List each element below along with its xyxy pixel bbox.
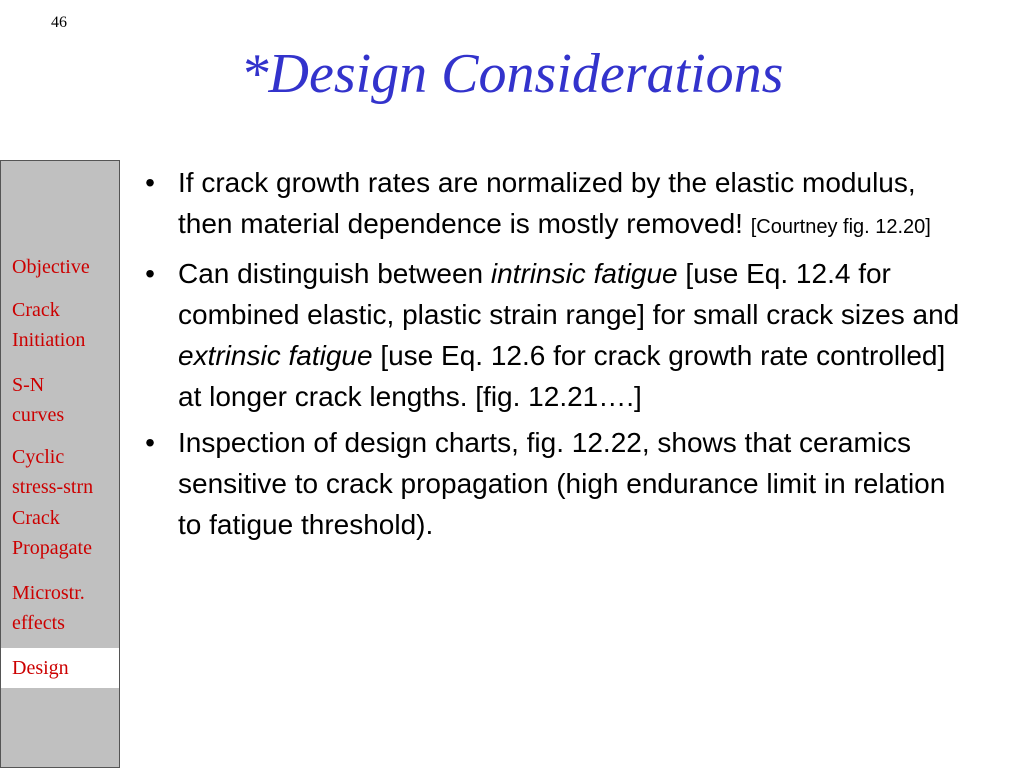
nav-item-label: S-N: [12, 374, 45, 396]
nav-item-label: Crack: [12, 507, 60, 529]
nav-item-cyclic-stress-strn[interactable]: [12, 442, 93, 502]
bullet-item: [140, 422, 970, 545]
bullet-icon: •: [145, 427, 155, 458]
side-nav: [0, 160, 120, 768]
nav-item-objective[interactable]: [12, 252, 90, 282]
nav-item-design-active[interactable]: [1, 648, 119, 688]
nav-item-label: effects: [12, 612, 65, 634]
bullet-text: Inspection of design charts, fig. 12.22, shows that ceramics sensitive to crack propagation (high endurance limit in relation to fatigue threshold).: [178, 427, 946, 540]
bullet-icon: •: [145, 167, 155, 198]
bullet-item: [140, 162, 970, 248]
bullet-emphasis: intrinsic fatigue: [490, 258, 678, 289]
nav-item-crack-propagate[interactable]: [12, 503, 92, 563]
bullet-reference: [Courtney fig. 12.20]: [750, 216, 931, 238]
bullet-text: Can distinguish between: [178, 258, 491, 289]
nav-item-label: Propagate: [12, 537, 92, 559]
nav-item-microstr-effects[interactable]: [12, 578, 85, 638]
bullet-icon: •: [145, 258, 155, 289]
nav-item-label: curves: [12, 404, 65, 426]
nav-item-label: stress-strn: [12, 476, 94, 498]
nav-item-label: Microstr.: [12, 582, 85, 604]
nav-item-sn-curves[interactable]: [12, 370, 64, 430]
nav-item-label: Initiation: [12, 329, 86, 351]
bullet-list: [140, 162, 970, 550]
nav-item-label: Design: [12, 657, 69, 679]
slide-number: 46: [51, 14, 67, 31]
bullet-emphasis: extrinsic fatigue: [178, 340, 373, 371]
bullet-text: If crack growth rates are normalized by the elastic modulus, then material dependence is mostly removed!: [178, 167, 916, 239]
slide-title: *Design Considerations: [240, 43, 784, 105]
nav-item-label: Objective: [12, 256, 90, 278]
nav-item-label: Cyclic: [12, 446, 65, 468]
bullet-text: [use Eq. 12.4 for combined elastic, plastic strain range] for small crack sizes and: [178, 258, 960, 330]
bullet-text: [use Eq. 12.6 for crack growth rate controlled] at longer crack lengths. [fig. 12.21….]: [178, 340, 946, 412]
nav-item-crack-initiation[interactable]: [12, 295, 85, 355]
bullet-item: [140, 253, 970, 417]
nav-item-label: Crack: [12, 299, 60, 321]
